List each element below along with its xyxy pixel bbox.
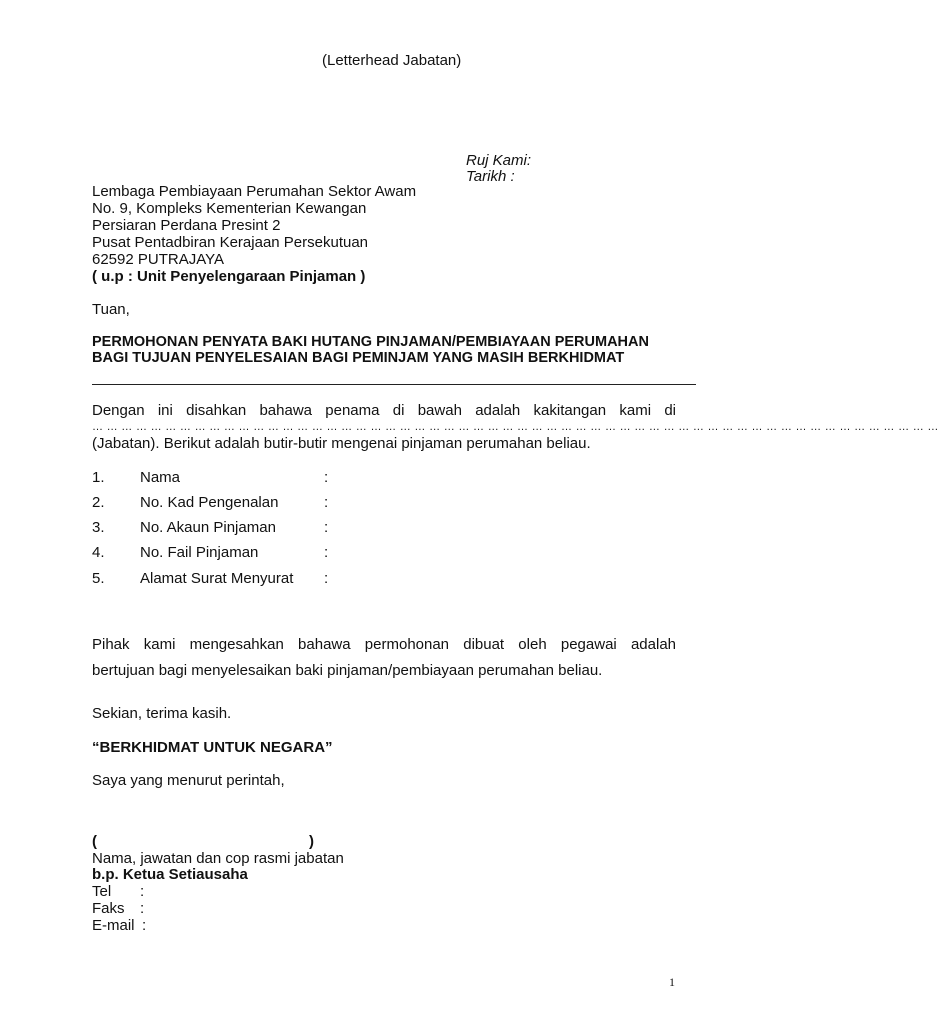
attention-line: ( u.p : Unit Penyelengaraan Pinjaman ) — [92, 268, 366, 285]
subject-line: BAGI TUJUAN PENYELESAIAN BAGI PEMINJAM YANG MASIH BERKHIDMAT — [92, 350, 625, 366]
signature-bp-line: b.p. Ketua Setiausaha — [92, 866, 248, 883]
contact-label: Tel — [92, 883, 112, 900]
reference-tarikh: Tarikh : — [466, 168, 515, 185]
signature-name-line: Nama, jawatan dan cop rasmi jabatan — [92, 850, 344, 867]
contact-colon: : — [140, 900, 145, 917]
contact-colon: : — [140, 883, 145, 900]
item-label: Nama — [140, 469, 181, 486]
address-line: 62592 PUTRAJAYA — [92, 251, 225, 268]
item-label: No. Kad Pengenalan — [140, 494, 279, 511]
item-colon: : — [324, 469, 329, 486]
signoff-text: Saya yang menurut perintah, — [92, 772, 285, 789]
item-colon: : — [324, 519, 329, 536]
subject-underline — [92, 384, 696, 385]
salutation: Tuan, — [92, 301, 130, 318]
item-label: Alamat Surat Menyurat — [140, 570, 294, 587]
item-colon: : — [324, 544, 329, 561]
signature-close-paren: ) — [309, 833, 314, 850]
item-label: No. Fail Pinjaman — [140, 544, 259, 561]
intro-line: Dengan ini disahkan bahawa penama di bawah adalah kakitangan kami di — [92, 402, 676, 419]
contact-label: E-mail — [92, 917, 135, 934]
page-number: 1 — [669, 975, 675, 989]
closing-text: Sekian, terima kasih. — [92, 705, 232, 722]
item-number: 4. — [92, 544, 105, 561]
item-label: No. Akaun Pinjaman — [140, 519, 276, 536]
confirmation-line: Pihak kami mengesahkan bahawa permohonan dibuat oleh pegawai adalah — [92, 636, 676, 653]
address-line: No. 9, Kompleks Kementerian Kewangan — [92, 200, 367, 217]
address-line: Persiaran Perdana Presint 2 — [92, 217, 281, 234]
subject-line: PERMOHONAN PENYATA BAKI HUTANG PINJAMAN/PEMBIAYAAN PERUMAHAN — [92, 334, 649, 350]
address-line: Lembaga Pembiayaan Perumahan Sektor Awam — [92, 183, 417, 200]
confirmation-line: bertujuan bagi menyelesaikan baki pinjaman/pembiayaan perumahan beliau. — [92, 662, 603, 679]
item-number: 3. — [92, 519, 105, 536]
item-number: 2. — [92, 494, 105, 511]
letterhead-placeholder: (Letterhead Jabatan) — [322, 52, 462, 69]
contact-colon: : — [142, 917, 147, 934]
item-colon: : — [324, 494, 329, 511]
intro-line: (Jabatan). Berikut adalah butir-butir mengenai pinjaman perumahan beliau. — [92, 435, 591, 452]
signature-open-paren: ( — [92, 833, 97, 850]
reference-ruj-kami: Ruj Kami: — [466, 152, 532, 169]
item-number: 1. — [92, 469, 105, 486]
address-line: Pusat Pentadbiran Kerajaan Persekutuan — [92, 234, 369, 251]
motto: “BERKHIDMAT UNTUK NEGARA” — [92, 739, 333, 756]
department-dotted-line: … … … … … … … … … … … … … … … … … … … … … … … … … … … … … … … … … … … … … … … … … … … … … … … … … … … … … … … … … … — [92, 421, 939, 433]
contact-label: Faks — [92, 900, 125, 917]
item-colon: : — [324, 570, 329, 587]
item-number: 5. — [92, 570, 105, 587]
